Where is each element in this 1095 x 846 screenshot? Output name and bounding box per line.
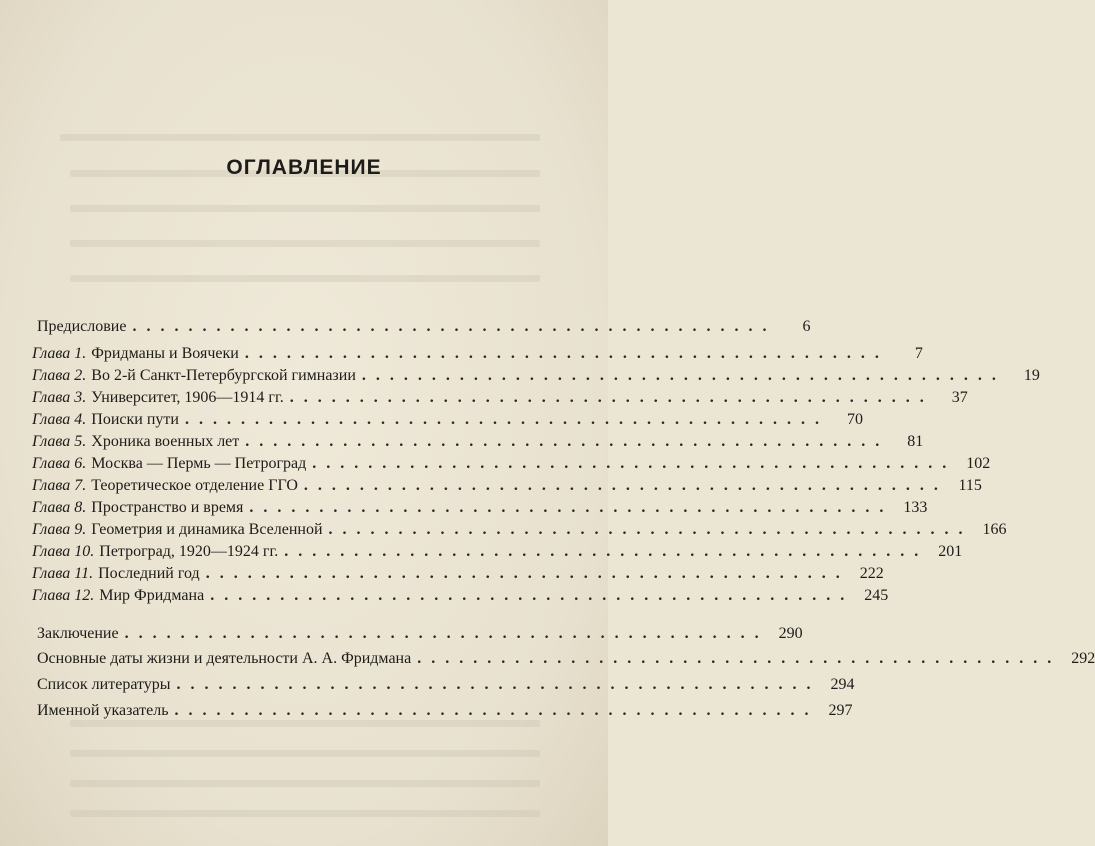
toc-page-number: 81 [907, 433, 924, 450]
toc-entry-title: Последний год [98, 565, 200, 582]
toc-chapter-number: Глава 9. [32, 521, 87, 538]
dot-leader: .............................................. [361, 367, 1006, 384]
toc-page-number: 292 [1071, 650, 1095, 667]
toc-entry-title: Хроника военных лет [91, 433, 240, 450]
toc-page-number: 297 [828, 702, 853, 719]
toc-entry-preface[interactable] [32, 318, 811, 338]
toc-entry-title: Петроград, 1920—1924 гг. [99, 543, 279, 560]
toc-entry-chapter-8[interactable] [32, 499, 928, 519]
toc-page-number: 6 [802, 318, 811, 335]
toc-entry-title: Список литературы [37, 676, 171, 693]
toc-chapter-number: Глава 10. [32, 543, 95, 560]
toc-entry-chapter-2[interactable] [32, 367, 1040, 387]
toc-entry-dates[interactable] [32, 650, 1095, 670]
toc-chapter-number: Глава 2. [32, 367, 87, 384]
toc-chapter-number: Глава 1. [32, 345, 87, 362]
dot-leader: .............................................. [174, 702, 819, 719]
dot-leader: .............................................. [312, 455, 957, 472]
toc-entry-title: Пространство и время [91, 499, 244, 516]
toc-entry-title: Во 2-й Санкт-Петербургской гимназии [91, 367, 356, 384]
toc-entry-title: Теоретическое отделение ГГО [91, 477, 298, 494]
toc-page-number: 245 [864, 587, 889, 604]
toc-entry-title: Заключение [37, 625, 119, 642]
dot-leader: .............................................. [132, 318, 777, 335]
toc-entry-title: Предисловие [37, 318, 127, 335]
toc-chapter-number: Глава 3. [32, 389, 87, 406]
dot-leader: .............................................. [417, 650, 1062, 667]
toc-entry-chapter-10[interactable] [32, 543, 963, 563]
toc-page-number: 70 [846, 411, 863, 428]
toc-page-number: 7 [914, 345, 923, 362]
toc-page-number: 201 [938, 543, 963, 560]
dot-leader: .............................................. [184, 411, 829, 428]
toc-page-number: 102 [966, 455, 991, 472]
toc-entry-title: Основные даты жизни и деятельности А. А. Фридмана [37, 650, 412, 667]
toc-page-number: 19 [1023, 367, 1040, 384]
toc-entry-chapter-5[interactable] [32, 433, 924, 453]
toc-entry-title: Фридманы и Воячеки [91, 345, 239, 362]
toc-page-number: 294 [830, 676, 855, 693]
toc-page-number: 37 [951, 389, 968, 406]
toc-entry-chapter-7[interactable] [32, 477, 982, 497]
bleed-through-text [60, 134, 540, 141]
toc-entry-chapter-9[interactable] [32, 521, 1007, 541]
dot-leader: .............................................. [124, 625, 769, 642]
toc-entry-title: Геометрия и динамика Вселенной [91, 521, 323, 538]
dot-leader: .............................................. [210, 587, 855, 604]
toc-page-number: 133 [903, 499, 928, 516]
dot-leader: .............................................. [244, 345, 889, 362]
toc-chapter-number: Глава 7. [32, 477, 87, 494]
dot-leader: .............................................. [205, 565, 850, 582]
toc-page-number: 166 [982, 521, 1007, 538]
toc-entry-chapter-11[interactable] [32, 565, 884, 585]
bleed-through-text [70, 750, 540, 757]
toc-entry-title: Мир Фридмана [99, 587, 205, 604]
toc-chapter-number: Глава 6. [32, 455, 87, 472]
dot-leader: .............................................. [328, 521, 973, 538]
toc-chapter-number: Глава 11. [32, 565, 94, 582]
toc-entry-title: Москва — Пермь — Петроград [91, 455, 307, 472]
toc-entry-title: Именной указатель [37, 702, 169, 719]
toc-page-number: 290 [778, 625, 803, 642]
toc-chapter-number: Глава 8. [32, 499, 87, 516]
toc-page-number: 222 [859, 565, 884, 582]
dot-leader: .............................................. [284, 543, 929, 560]
bleed-through-text [70, 205, 540, 212]
toc-entry-chapter-6[interactable] [32, 455, 991, 475]
toc-chapter-number: Глава 12. [32, 587, 95, 604]
dot-leader: .............................................. [176, 676, 821, 693]
toc-page-number: 115 [958, 477, 982, 494]
toc-entry-bibliography[interactable] [32, 676, 855, 696]
toc-entry-chapter-4[interactable] [32, 411, 863, 431]
toc-entry-title: Поиски пути [91, 411, 179, 428]
dot-leader: .............................................. [303, 477, 948, 494]
toc-entry-conclusion[interactable] [32, 625, 803, 645]
toc-entry-chapter-1[interactable] [32, 345, 923, 365]
bleed-through-text [70, 240, 540, 247]
toc-chapter-number: Глава 4. [32, 411, 87, 428]
toc-chapter-number: Глава 5. [32, 433, 87, 450]
toc-entry-title: Университет, 1906—1914 гг. [91, 389, 284, 406]
dot-leader: .............................................. [289, 389, 934, 406]
bleed-through-text [70, 780, 540, 787]
toc-entry-chapter-12[interactable] [32, 587, 889, 607]
bleed-through-text [70, 275, 540, 282]
page-title: ОГЛАВЛЕНИЕ [226, 156, 382, 179]
bleed-through-text [70, 810, 540, 817]
toc-entry-name-index[interactable] [32, 702, 853, 722]
dot-leader: .............................................. [245, 433, 890, 450]
dot-leader: .............................................. [249, 499, 894, 516]
toc-entry-chapter-3[interactable] [32, 389, 968, 409]
